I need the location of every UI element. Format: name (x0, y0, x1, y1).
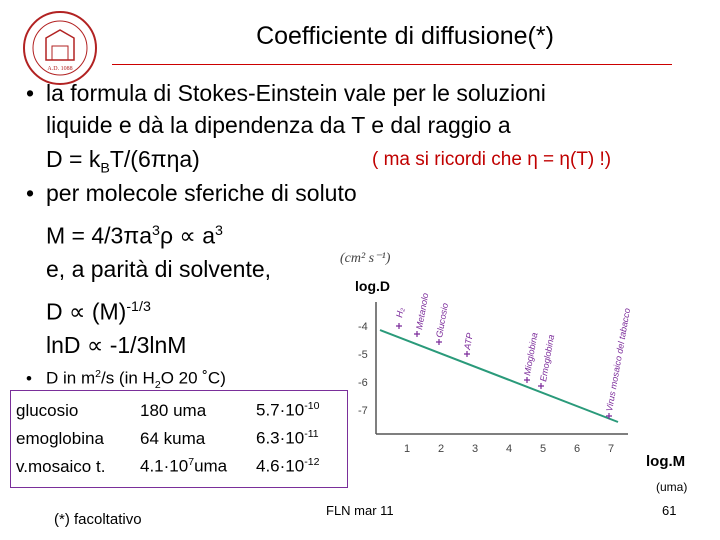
bullet-dot: • (26, 180, 35, 206)
x-tick: 4 (506, 443, 513, 455)
bullet-2: • per molecole sferiche di soluto (26, 178, 357, 209)
mass-formula: $M = 4/3\pi a^3\rho \propto a^3$ (46, 222, 223, 249)
x-tick: 1 (404, 443, 411, 455)
footer-course: FLN mar 11 (326, 503, 394, 518)
bullet-1-line-2: liquide e dà la dipendenza da T e dal raggio a (46, 112, 511, 138)
x-tick: 2 (438, 443, 445, 455)
table-row: v.mosaico t. $4.1\cdot 10^7uma$ $4.6\cdot 10^{-12}$ (16, 456, 320, 476)
y-tick: -5 (358, 349, 368, 361)
parity-text: e, a parità di solvente, (46, 256, 272, 282)
label-virus: Virus mosaico del tabacco (604, 307, 633, 413)
bullet-3: • D in $m^2/s$ (in $H_2O$ 20 ˚C) (26, 368, 226, 392)
graph-units: (cm² s⁻¹) (340, 251, 391, 266)
label-glucosio: Glucosio (434, 302, 451, 339)
x-tick: 6 (574, 443, 581, 455)
bullet-1-line-1: la formula di Stokes-Einstein vale per le soluzioni (46, 80, 546, 106)
title-divider (112, 64, 672, 65)
table-row: emoglobina 64 kuma $6.3\cdot 10^{-11}$ (16, 428, 319, 448)
bullet-1 (26, 78, 546, 109)
x-tick: 3 (472, 443, 479, 455)
label-h2: H₂ (394, 306, 406, 319)
y-tick: -6 (358, 377, 368, 389)
footnote-optional: (*) facoltativo (54, 511, 142, 528)
x-tick: 7 (608, 443, 615, 455)
slide-number: 61 (662, 503, 677, 518)
label-metanolo: Metanolo (414, 292, 431, 331)
label-emoglobina: Emoglobina (538, 333, 557, 383)
data-points (396, 323, 612, 419)
graph-x-unit: (uma) (656, 480, 688, 494)
diffusion-mass-relation: $D \propto (M)^{-1/3}$ (46, 298, 151, 325)
y-tick: -4 (358, 321, 368, 333)
viscosity-note: ( ma si ricordi che η = η(T) !) (372, 149, 612, 170)
trend-line (380, 330, 618, 422)
x-tick: 5 (540, 443, 547, 455)
graph-y-label: log.D (355, 278, 390, 294)
slide-title: Coefficiente di diffusione(*) (256, 22, 554, 50)
table-row: glucosio 180 uma $5.7\cdot 10^{-10}$ (16, 400, 320, 420)
bullet-dot: • (26, 368, 32, 388)
stokes-einstein-formula: $D = k_BT/(6\pi\eta a)$ (46, 146, 200, 177)
svg-text:A.D. 1088: A.D. 1088 (47, 66, 73, 72)
log-relation: lnD ∝ -1/3lnM (46, 332, 187, 358)
bullet-dot: • (26, 80, 35, 106)
label-mioglobina: Mioglobina (522, 331, 540, 377)
y-tick: -7 (358, 405, 368, 417)
label-atp: ATP (462, 332, 475, 351)
graph-x-label: log.M (646, 453, 686, 470)
